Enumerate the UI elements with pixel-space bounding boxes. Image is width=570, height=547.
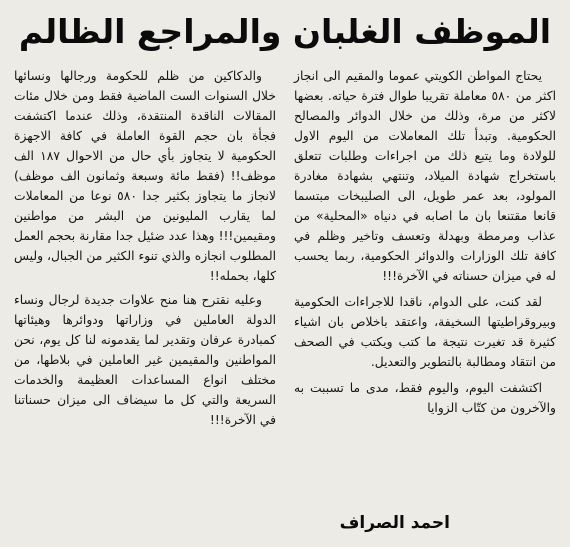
article-paragraph: والدكاكين من ظلم للحكومة ورجالها ونسائها خلال السنوات الست الماضية فقط ومن خلال مئات المقالات الناقدة المنتقدة، وذلك عندما اكتشفت فجأة بان حجم القوة العاملة في كافة الاجهزة الحكومية لا يتجاوز بأي حال من الاحوال ١٨٧ الف موظف!! (فقط مائة وسبعة وثمانون الف موظف) لانجاز ما يتجاوز بكثير جدا ٥٨٠ نوعا من المعاملات لما يقارب المليونين من البشر من مواطنين ومقيمين!!! وهذا عدد ضئيل جدا مقارنة بحجم العمل المطلوب انجازه والذي تنوء الكثير من الجبال، وليس كلها، بحمله!! bbox=[14, 69, 276, 283]
article-paragraph: وعليه نقترح هنا منح علاوات جديدة لرجال ونساء الدولة العاملين في وزاراتها ودوائرها وهيئاتها كمبادرة عرفان وتقدير لما يقدمونه لنا كل يوم، نحن المواطنين والمقيمين غير العاملين في بلاطها، من مختلف انواع المساعدات العظيمة والخدمات السريعة والتي كل ما سيضاف الى ميزان حسناتنا في الآخرة!!! bbox=[14, 293, 276, 427]
article-column-left bbox=[14, 66, 276, 434]
article-headline: الموظف الغلبان والمراجع الظالم bbox=[18, 12, 552, 51]
article-paragraph: يحتاج المواطن الكويتي عموما والمقيم الى انجاز اكثر من ٥٨٠ معاملة تقريبا طوال فترة حياته. بعضها لاكثر من مرة، وذلك من خلال الدوائر والمصالح الحكومية. وتبدأ تلك المعاملات من اليوم الاول للولادة وما يتبع ذلك من اجراءات وطلبات تتعلق باستخراج شهادة الميلاد، وتنتهي بشهادة مغادرة المولود، بعد عمر طويل، الى الصليبخات مبتسما قانعا مقتنعا بان ما اصابه في دنياه «المحلية» من عذاب ومرمطة وبهدلة وتعسف وتاخير وظلم في كافة تلك الوزارات والدوائر الحكومية، ربما يحسب له في ميزان حسناته في الآخرة!!! bbox=[294, 69, 556, 283]
article-paragraph: اكتشفت اليوم، واليوم فقط، مدى ما تسببت به والآخرون من كتّاب الزوايا bbox=[294, 381, 556, 415]
article-paragraph: لقد كنت، على الدوام، ناقدا للاجراءات الحكومية وبيروقراطيتها السخيفة، واعتقد باخلاص بان اشياء كثيرة قد تغيرت نتيجة ما كتب ويكتب في الصحف من انتقاد ومطالبة بالتطوير والتعديل. bbox=[294, 295, 556, 369]
article-column-right bbox=[294, 66, 556, 424]
author-signature: احمد الصراف bbox=[339, 513, 450, 533]
